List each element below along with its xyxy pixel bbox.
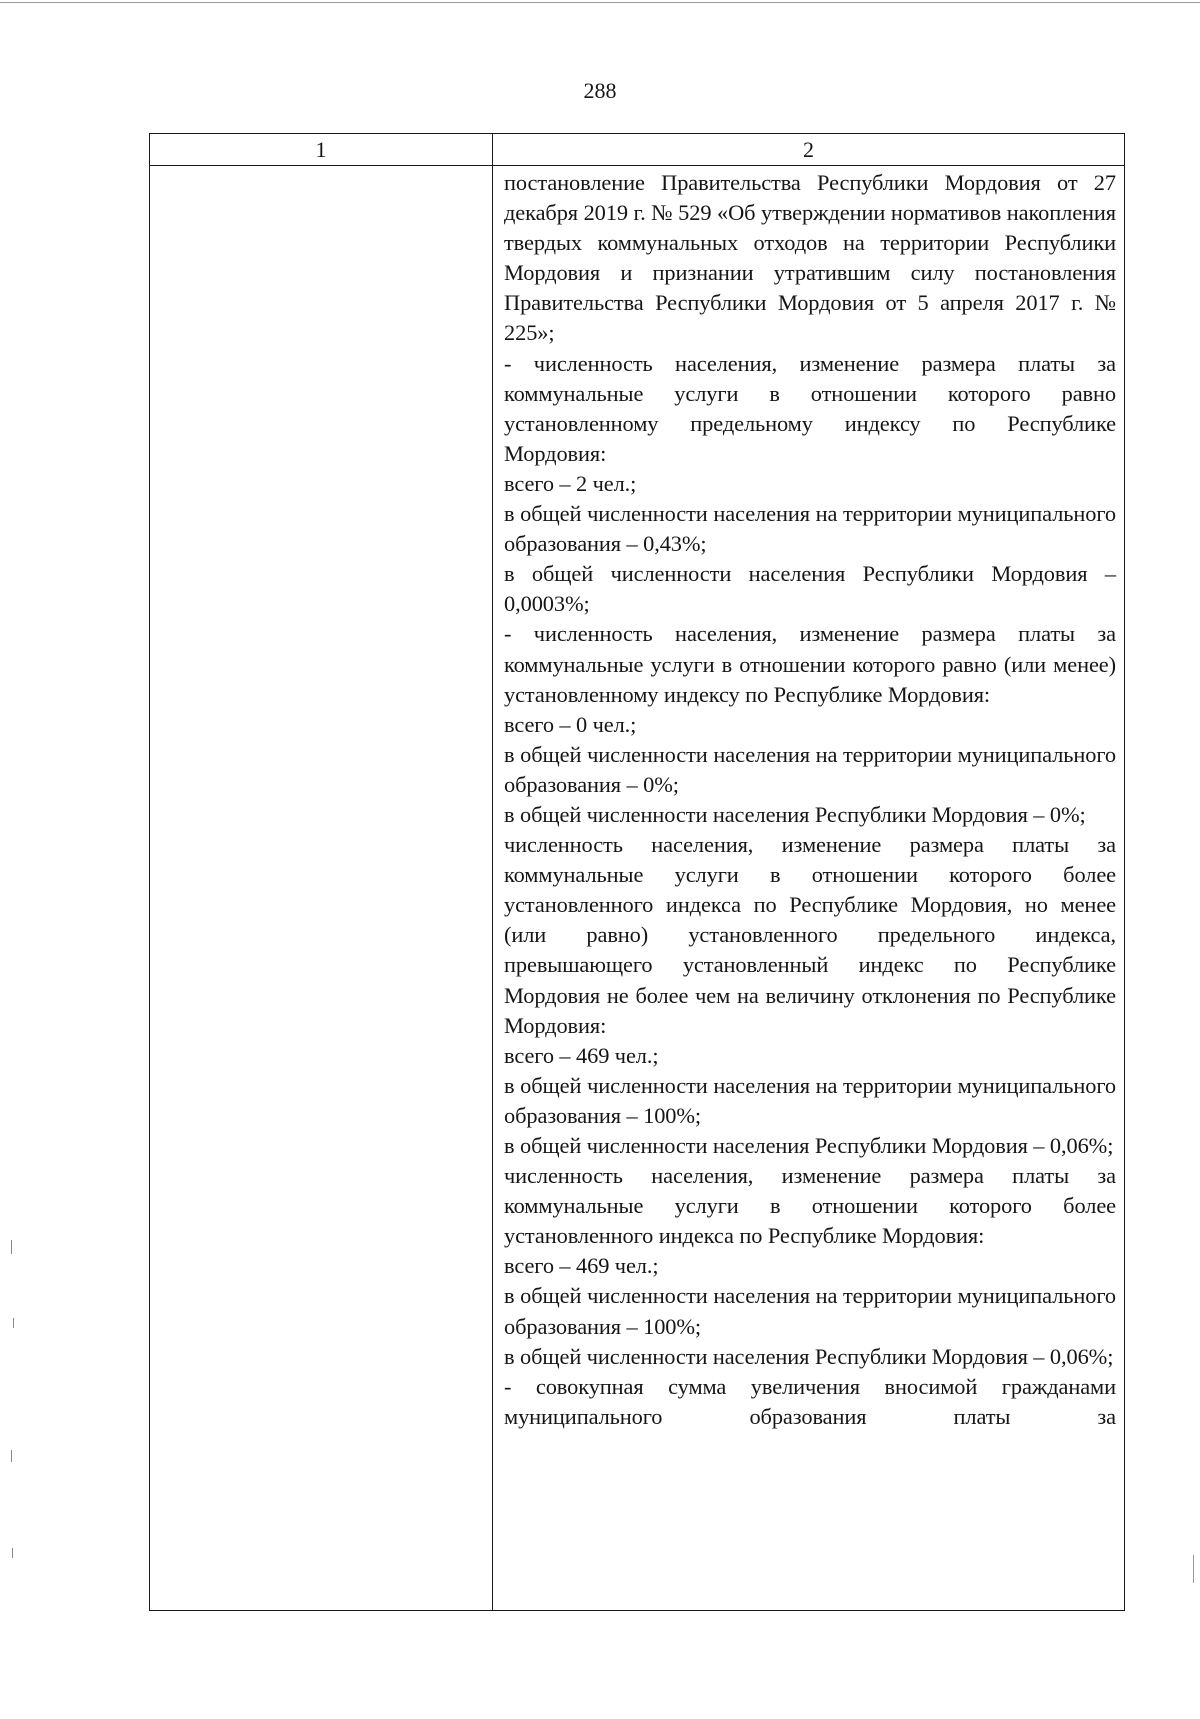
page-number: 288 [583, 78, 617, 103]
column-divider [492, 134, 493, 1610]
paragraph-above-index-within-deviation: численность населения, изменение размера платы за коммунальные услуги в отношении которого более установленного индекса по Республике Мордовия, но менее (или равно) установленного предельного индекса, превышающего установленный индекс по Республике Мордовия не более чем на величину отклонения по Республике Мордовия: [504, 832, 1116, 1038]
table-header-row [150, 134, 1124, 166]
paragraph-total: всего – 469 чел.; [504, 1253, 659, 1279]
paragraph-municipal-share: в общей численности населения на территории муниципального образования – 100%; [504, 1283, 1116, 1339]
scan-speck [12, 1548, 13, 1558]
paragraph-total: всего – 469 чел.; [504, 1042, 659, 1068]
paragraph-total: всего – 2 чел.; [504, 470, 637, 496]
top-scan-rule [0, 2, 1200, 3]
paragraph-municipal-share: в общей численности населения на территории муниципального образования – 100%; [504, 1072, 1116, 1128]
paragraph-total: всего – 0 чел.; [504, 711, 637, 737]
paragraph-resolution: постановление Правительства Республики Мордовия от 27 декабря 2019 г. № 529 «Об утверждении нормативов накопления твердых коммунальных отходов на территории Республики Мордовия и признании утратившим силу постановления Правительства Республики Мордовия от 5 апреля 2017 г. № 225»; [504, 170, 1116, 346]
column-1-header: 1 [315, 137, 327, 162]
column-2-header: 2 [803, 137, 814, 162]
paragraph-total-increase: - совокупная сумма увеличения вносимой гражданами муниципального образования платы за [504, 1373, 1116, 1429]
scan-speck [11, 1450, 12, 1462]
scan-speck [11, 1240, 12, 1254]
paragraph-republic-share: в общей численности населения Республики Мордовия – 0%; [504, 801, 1086, 827]
paragraph-municipal-share: в общей численности населения на территории муниципального образования – 0%; [504, 741, 1116, 797]
paragraph-municipal-share: в общей численности населения на территории муниципального образования – 0,43%; [504, 501, 1116, 557]
scan-speck [13, 1318, 14, 1328]
paragraph-republic-share: в общей численности населения Республики Мордовия – 0,06%; [504, 1133, 1114, 1158]
paragraph-equal-or-less-index: - численность населения, изменение размера платы за коммунальные услуги в отношении которого равно (или менее) установленному индексу по Республике Мордовия: [504, 621, 1116, 707]
paragraph-republic-share: в общей численности населения Республики Мордовия – 0,06%; [504, 1343, 1114, 1369]
paragraph-republic-share: в общей численности населения Республики Мордовия – 0,0003%; [504, 561, 1116, 617]
paragraph-equal-limit-index: - численность населения, изменение размера платы за коммунальные услуги в отношении которого равно установленному предельному индексу по Республике Мордовия: [504, 350, 1116, 466]
column-2-body [504, 168, 1116, 1432]
scan-edge-mark [1193, 1555, 1194, 1583]
document-table [149, 133, 1125, 1611]
paragraph-above-index: численность населения, изменение размера платы за коммунальные услуги в отношении которого более установленного индекса по Республике Мордовия: [504, 1163, 1116, 1249]
